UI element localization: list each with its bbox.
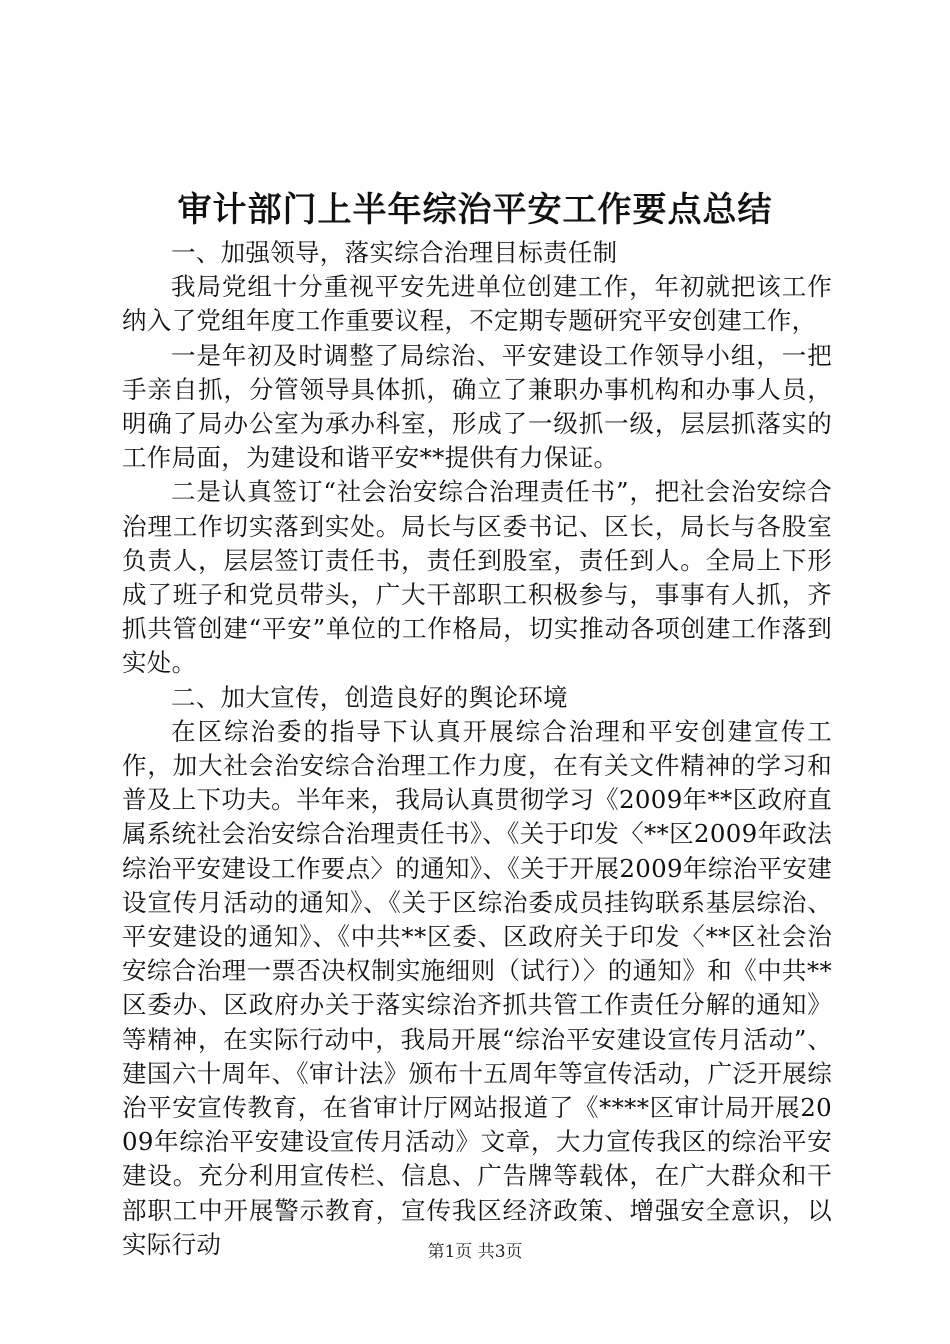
- paragraph: 我局党组十分重视平安先进单位创建工作，年初就把该工作纳入了党组年度工作重要议程，不定期专题研究平安创建工作，: [122, 272, 832, 336]
- paragraph: 一是年初及时调整了局综治、平安建设工作领导小组，一把手亲自抓，分管领导具体抓，确立了兼职办事机构和办事人员，明确了局办公室为承办科室，形成了一级抓一级，层层抓落实的工作局面，为建设和谐平安**提供有力保证。: [122, 340, 832, 473]
- section-heading-1: 一、加强领导，落实综合治理目标责任制: [171, 238, 618, 267]
- page-number-footer: 第1页 共3页: [427, 1242, 523, 1262]
- section-heading-2: 二、加大宣传，创造良好的舆论环境: [171, 682, 568, 712]
- document-title: 审计部门上半年综治平安工作要点总结: [177, 190, 773, 230]
- paragraph: 二是认真签订“社会治安综合治理责任书”，把社会治安综合治理工作切实落到实处。局长与区委书记、区长，局长与各股室负责人，层层签订责任书，责任到股室，责任到人。全局上下形成了班子和党员带头，广大干部职工积极参与，事事有人抓，齐抓共管创建“平安”单位的工作格局，切实推动各项创建工作落到实处。: [122, 477, 832, 678]
- document-body: [122, 236, 832, 1262]
- paragraph: 在区综治委的指导下认真开展综合治理和平安创建宣传工作，加大社会治安综合治理工作力度，在有关文件精神的学习和普及上下功夫。半年来，我局认真贯彻学习《2009年**区政府直属系统社会治安综合治理责任书》、《关于印发〈**区2009年政法综治平安建设工作要点〉的通知》、《关于开展2009年综治平安建设宣传月活动的通知》、《关于区综治委成员挂钩联系基层综治、平安建设的通知》、《中共**区委、区政府关于印发〈**区社会治安综合治理一票否决权制实施细则（试行）〉的通知》和《中共**区委办、区政府办关于落实综治齐抓共管工作责任分解的通知》等精神，在实际行动中，我局开展“综治平安建设宣传月活动”、建国六十周年、《审计法》颁布十五周年等宣传活动，广泛开展综治平安宣传教育，在省审计厅网站报道了《****区审计局开展2009年综治平安建设宣传月活动》文章，大力宣传我区的综治平安建设。充分利用宣传栏、信息、广告牌等载体，在广大群众和干部职工中开展警示教育，宣传我区经济政策、增强安全意识，以实际行动: [122, 716, 832, 1259]
